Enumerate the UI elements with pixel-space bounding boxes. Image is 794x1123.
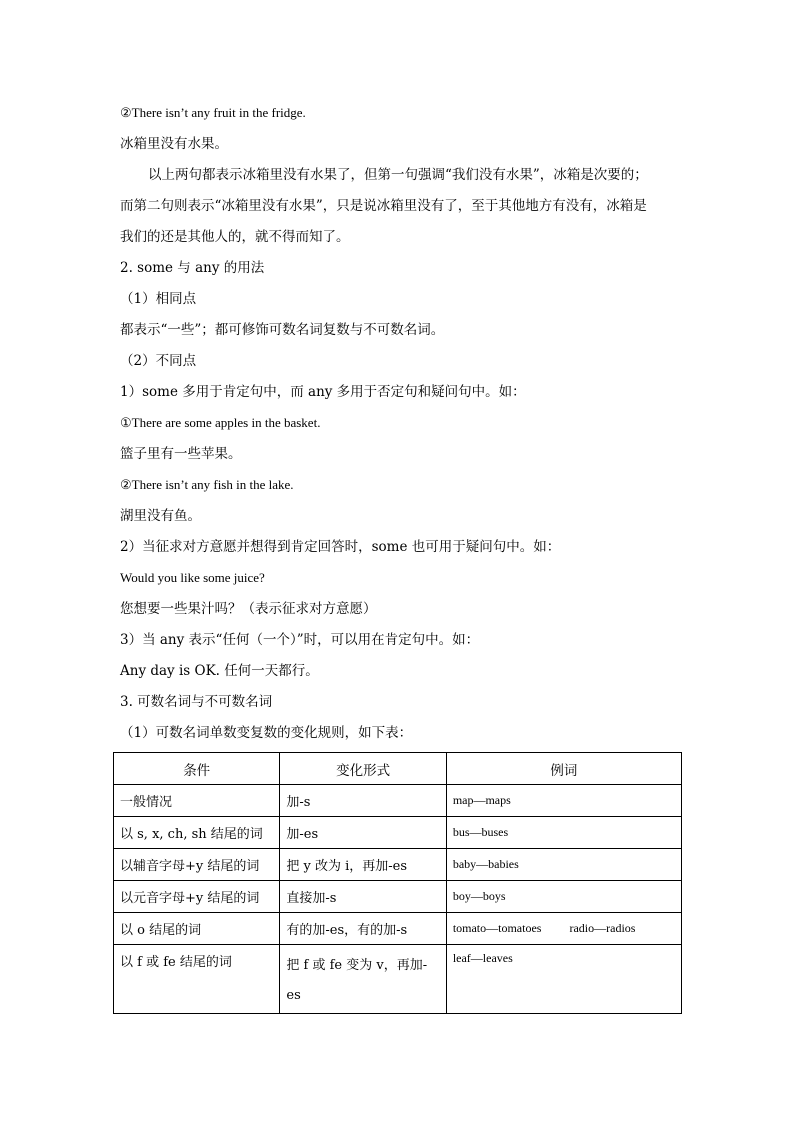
example-sentence: Would you like some juice?	[120, 570, 265, 585]
table-header-row	[114, 753, 682, 785]
example-sentence: ②There isn’t any fish in the lake.	[120, 477, 294, 492]
table-header: 变化形式	[280, 753, 446, 785]
table-cell-example	[446, 913, 681, 945]
table-row	[114, 849, 682, 881]
translation: 篮子里有一些苹果。	[120, 446, 242, 462]
table-cell-condition: 以 f 或 fe 结尾的词	[114, 945, 280, 1014]
table-cell-example	[446, 945, 681, 1014]
example-word: map—maps	[452, 793, 511, 807]
table-cell-example	[446, 881, 681, 913]
table-row	[114, 817, 682, 849]
table-cell-form: 加-es	[280, 817, 446, 849]
example-word: bus—buses	[452, 825, 509, 839]
rule-line: 1）some 多用于肯定句中，而 any 多用于否定句和疑问句中。如：	[120, 384, 526, 400]
example-word: baby—babies	[452, 857, 519, 871]
example-word: radio—radios	[569, 921, 636, 935]
table-cell-form: 加-s	[280, 785, 446, 817]
table-row	[114, 785, 682, 817]
table-cell-example	[446, 849, 681, 881]
table-row	[114, 945, 682, 1014]
table-cell-form: 把 y 改为 i，再加-es	[280, 849, 446, 881]
table-cell-condition: 以 s, x, ch, sh 结尾的词	[114, 817, 280, 849]
table-cell-form: 有的加-es，有的加-s	[280, 913, 446, 945]
table-cell-example	[446, 785, 681, 817]
paragraph-line: 以上两句都表示冰箱里没有水果了，但第一句强调“我们没有水果”，冰箱是次要的；	[148, 167, 648, 183]
table-cell-condition: 以 o 结尾的词	[114, 913, 280, 945]
table-cell-condition: 一般情况	[114, 785, 280, 817]
section-heading: 2. some 与 any 的用法	[120, 260, 265, 276]
plural-rules-table	[113, 752, 682, 1014]
subheading: （1）可数名词单数变复数的变化规则，如下表：	[120, 725, 413, 741]
paragraph-line: 而第二句则表示“冰箱里没有水果”，只是说冰箱里没有了，至于其他地方有没有，冰箱是	[120, 198, 647, 214]
table-row	[114, 881, 682, 913]
translation: 湖里没有鱼。	[120, 508, 201, 524]
example-word: tomato—tomatoes	[452, 921, 542, 935]
translation: 您想要一些果汁吗？（表示征求对方意愿）	[120, 601, 377, 617]
rule-line: 2）当征求对方意愿并想得到肯定回答时，some 也可用于疑问句中。如：	[120, 539, 561, 555]
translation: 冰箱里没有水果。	[120, 136, 228, 152]
section-heading: 3. 可数名词与不可数名词	[120, 694, 273, 710]
subheading: （2）不同点	[120, 353, 197, 369]
table-header: 例词	[446, 753, 681, 785]
paragraph-line: 都表示“一些”；都可修饰可数名词复数与不可数名词。	[120, 322, 445, 338]
table-cell-condition: 以辅音字母+y 结尾的词	[114, 849, 280, 881]
example-sentence: ①There are some apples in the basket.	[120, 415, 321, 430]
paragraph-line: 我们的还是其他人的，就不得而知了。	[120, 229, 350, 245]
rule-line: 3）当 any 表示“任何（一个）”时，可以用在肯定句中。如：	[120, 632, 480, 648]
subheading: （1）相同点	[120, 291, 197, 307]
table-header: 条件	[114, 753, 280, 785]
table-cell-example	[446, 817, 681, 849]
table-cell-form: 直接加-s	[280, 881, 446, 913]
table-row	[114, 913, 682, 945]
example-sentence: Any day is OK. 任何一天都行。	[120, 663, 319, 679]
example-sentence: ②There isn’t any fruit in the fridge.	[120, 105, 306, 120]
table-cell-condition: 以元音字母+y 结尾的词	[114, 881, 280, 913]
table-cell-form: 把 f 或 fe 变为 v，再加-es	[280, 945, 446, 1014]
example-word: boy—boys	[452, 889, 506, 903]
example-word: leaf—leaves	[452, 951, 513, 965]
